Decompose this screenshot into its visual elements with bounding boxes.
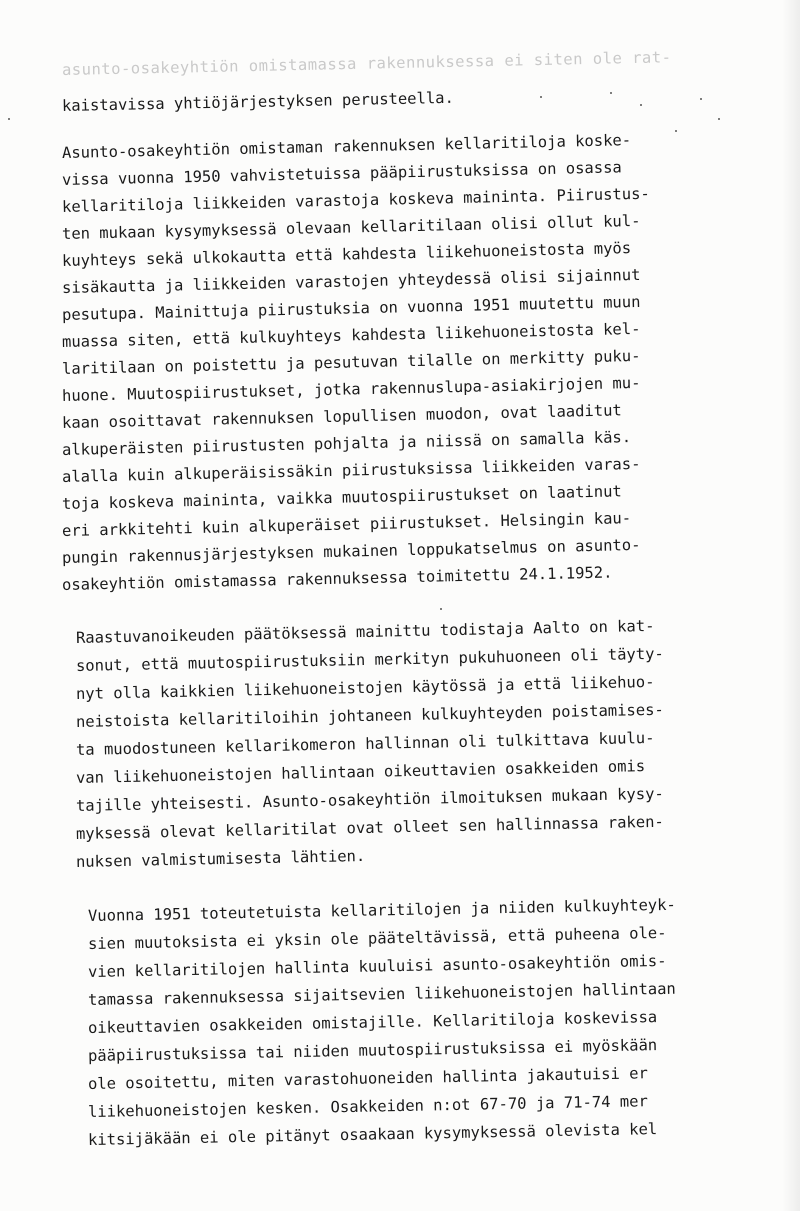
- paragraph-line: oikeuttavien osakkeiden omistajille. Kellaritiloja koskevissa: [87, 1008, 658, 1037]
- paragraph-line: pääpiirustuksissa tai niiden muutospiirustuksissa ei myöskään: [87, 1036, 658, 1065]
- scan-speck: [700, 98, 702, 100]
- paragraph-line: vien kellaritilojen hallinta kuuluisi asunto-osakeyhtiön omis-: [87, 951, 667, 981]
- paragraph-line: muassa siten, että kulkuyhteys kahdesta liikehuoneistosta kel-: [61, 319, 641, 351]
- paragraph-line: neistoista kellaritiloihin johtaneen kulkuyhteyden poistamises-: [75, 700, 664, 731]
- paragraph-line: Asunto-osakeyhtiön omistaman rakennuksen kellaritiloja koske-: [61, 131, 632, 162]
- scan-speck: [540, 96, 542, 98]
- paragraph-line: myksessä olevat kellaritilat ovat olleet sen hallinnassa raken-: [75, 812, 664, 843]
- paragraph-line: tajille yhteisesti. Asunto-osakeyhtiön ilmoituksen mukaan kysy-: [75, 784, 664, 815]
- faded-heading-line: asunto-osakeyhtiön omistamassa rakennuksessa ei siten ole rat-: [61, 48, 672, 79]
- paragraph-line: kaan osoittavat rakennuksen lopullisen muodon, ovat laaditut: [61, 401, 622, 432]
- first-line: kaistavissa yhtiöjärjestyksen perusteella.: [61, 88, 455, 115]
- paragraph-line: kuyhteys sekä ulkokautta että kahdesta liikehuoneistosta myös: [61, 239, 632, 270]
- paragraph-line: tamassa rakennuksessa sijaitsevien liikehuoneistojen hallintaan: [87, 979, 676, 1009]
- paragraph-line: eri arkkitehti kuin alkuperäiset piirustukset. Helsingin kau-: [61, 509, 632, 540]
- paragraph-line: nyt olla kaikkien liikehuoneistojen käytössä ja että liikehuo-: [75, 672, 655, 703]
- paragraph-line: van liikehuoneistojen hallintaan oikeuttavien osakkeiden omis: [75, 757, 646, 787]
- paragraph-line: Raastuvanoikeuden päätöksessä mainittu todistaja Aalto on kat-: [75, 616, 655, 647]
- scan-speck: [675, 130, 677, 132]
- paragraph-line: osakeyhtiön omistamassa rakennuksessa toimitettu 24.1.1952.: [61, 563, 613, 594]
- paragraph-line: liikehuoneistojen kesken. Osakkeiden n:ot 67-70 ja 71-74 mer: [87, 1092, 648, 1121]
- paragraph-line: pesutupa. Mainittuja piirustuksia on vuonna 1951 muutettu muun: [61, 292, 641, 324]
- paragraph-line: laritilaan on poistettu ja pesutuvan tilalle on merkitty puku-: [61, 346, 641, 378]
- scan-speck: [8, 118, 10, 120]
- paragraph-line: kellaritiloja liikkeiden varastoja koskeva maininta. Piirustus-: [61, 184, 650, 216]
- paragraph-line: ole osoitettu, miten varastohuoneiden hallinta jakautuisi er: [87, 1064, 648, 1093]
- scan-speck: [640, 104, 642, 106]
- scan-speck: [718, 118, 720, 120]
- scan-speck: [440, 608, 442, 610]
- scan-speck: [610, 92, 612, 94]
- paragraph-line: pungin rakennusjärjestyksen mukainen loppukatselmus on asunto-: [61, 535, 641, 567]
- paragraph-line: sien muutoksista ei yksin ole pääteltävissä, että puheena ole-: [87, 923, 667, 953]
- paragraph-line: huone. Muutospiirustukset, jotka rakennuslupa-asiakirjojen mu-: [61, 373, 641, 405]
- paragraph-line: sonut, että muutospiirustuksiin merkityn pukuhuoneen oli täyty-: [75, 644, 664, 675]
- paragraph-line: ten mukaan kysymyksessä olevaan kellaritilaan olisi ollut kul-: [61, 211, 641, 243]
- paragraph-line: Vuonna 1951 toteutetuista kellaritilojen ja niiden kulkuyhteyk-: [87, 895, 676, 925]
- paragraph-line: alalla kuin alkuperäisissäkin piirustuksissa liikkeiden varas-: [61, 454, 641, 486]
- paragraph-line: vissa vuonna 1950 vahvistetuissa pääpiirustuksissa on osassa: [61, 158, 622, 189]
- paragraph-line: alkuperäisten piirustusten pohjalta ja niissä on samalla käs.: [61, 428, 632, 459]
- paragraph-line: ta muodostuneen kellarikomeron hallinnan oli tulkittava kuulu-: [75, 728, 655, 759]
- paragraph-line: nuksen valmistumisesta lähtien.: [75, 846, 366, 871]
- paragraph-line: kitsijäkään ei ole pitänyt osaakaan kysymyksessä olevista kel: [87, 1120, 658, 1149]
- paragraph-line: sisäkautta ja liikkeiden varastojen yhteydessä olisi sijainnut: [61, 265, 641, 297]
- scan-edge-shadow: [782, 0, 800, 1211]
- paragraph-line: toja koskeva maininta, vaikka muutospiirustukset on laatinut: [61, 482, 622, 513]
